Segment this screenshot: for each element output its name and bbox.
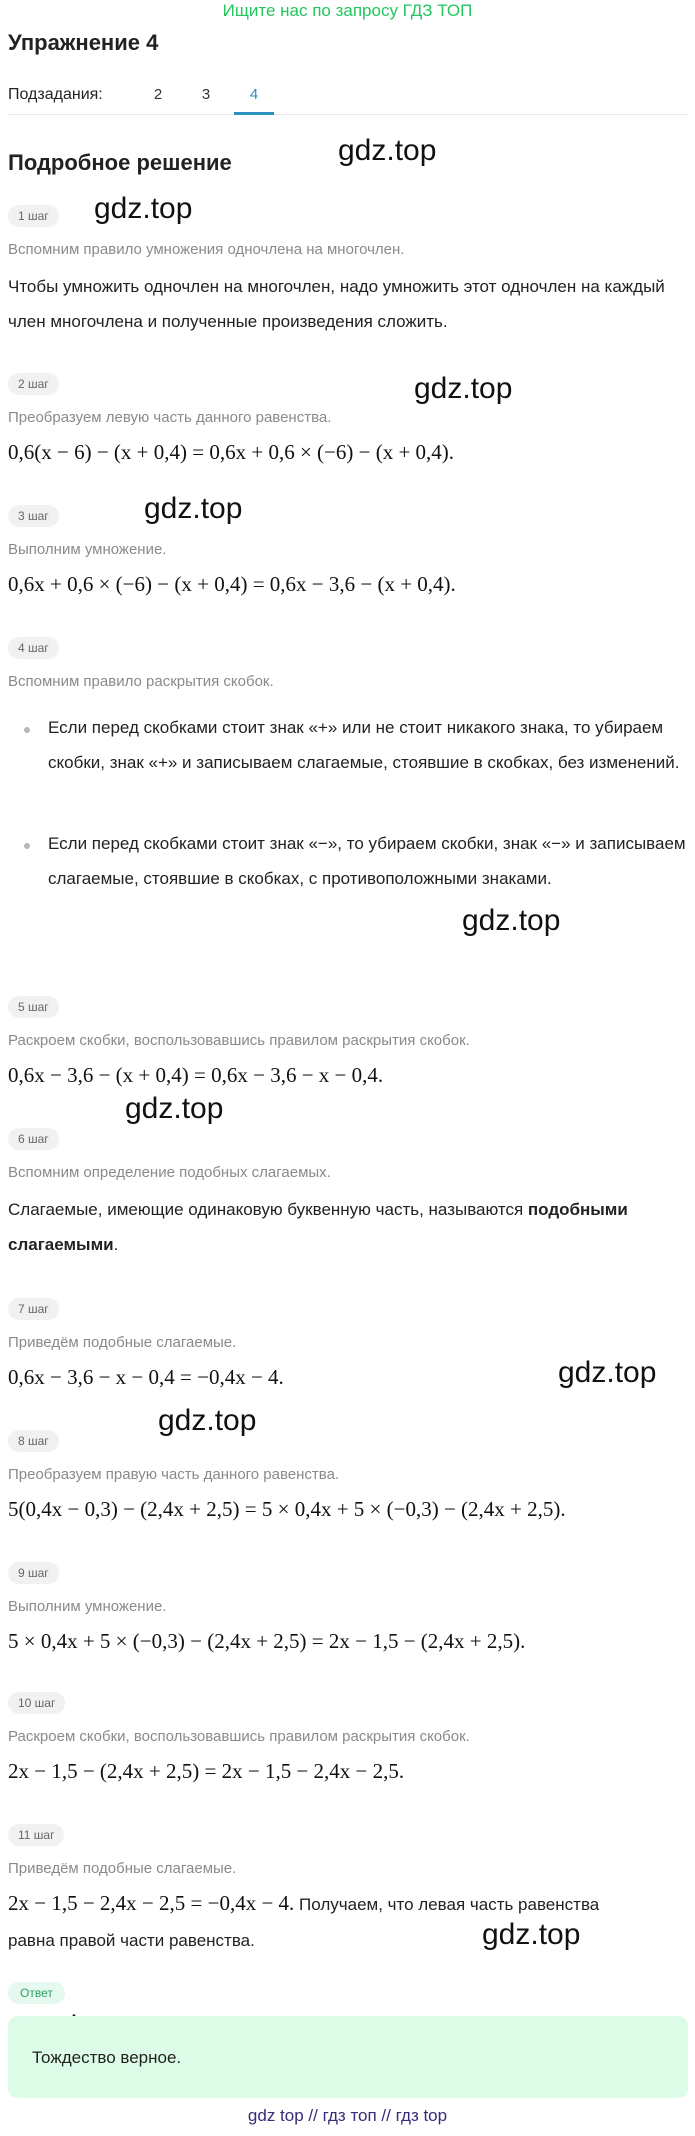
step-note: Преобразуем левую часть данного равенства. bbox=[8, 409, 332, 426]
step-note: Приведём подобные слагаемые. bbox=[8, 1334, 237, 1351]
step-formula: 0,6(x − 6) − (x + 0,4) = 0,6x + 0,6 × (−6) − (x + 0,4). bbox=[8, 440, 455, 464]
step-badge: 5 шаг bbox=[8, 996, 59, 1018]
step-badge: 8 шаг bbox=[8, 1430, 59, 1452]
step-formula: 5 × 0,4x + 5 × (−0,3) − (2,4x + 2,5) = 2x − 1,5 − (2,4x + 2,5). bbox=[8, 1629, 526, 1653]
step-formula bbox=[8, 1891, 599, 1916]
final-formula: 2x − 1,5 − 2,4x − 2,5 = −0,4x − 4. bbox=[8, 1891, 295, 1915]
conclusion-text-line2: равна правой части равенства. bbox=[8, 1931, 255, 1950]
step-note: Вспомним правило умножения одночлена на многочлен. bbox=[8, 241, 405, 258]
subtask-tab-2[interactable]: 2 bbox=[153, 86, 163, 103]
active-tab-indicator bbox=[234, 112, 274, 115]
step-badge: 4 шаг bbox=[8, 637, 59, 659]
step-formula: 0,6x − 3,6 − (x + 0,4) = 0,6x − 3,6 − x − 0,4. bbox=[8, 1063, 384, 1087]
answer-text: Тождество верное. bbox=[32, 2048, 182, 2067]
definition-end: . bbox=[113, 1235, 119, 1254]
step-badge: 11 шаг bbox=[8, 1824, 64, 1846]
rule-bullet: Если перед скобками стоит знак «+» или не стоит никакого знака, то убираем скобки, знак «+» и записываем слагаемые, стоявшие в скобках, без изменений. bbox=[48, 718, 680, 772]
watermark: gdz.top bbox=[125, 1092, 224, 1125]
step-note: Выполним умножение. bbox=[8, 1598, 167, 1615]
conclusion-text: Получаем, что левая часть равенства bbox=[294, 1895, 600, 1914]
step-formula: 2x − 1,5 − (2,4x + 2,5) = 2x − 1,5 − 2,4x − 2,5. bbox=[8, 1759, 405, 1783]
watermark: gdz.top bbox=[414, 372, 513, 405]
step-badge: 3 шаг bbox=[8, 505, 59, 527]
step-note: Раскроем скобки, воспользовавшись правилом раскрытия скобок. bbox=[8, 1032, 470, 1049]
step-note: Выполним умножение. bbox=[8, 541, 167, 558]
watermark: gdz.top bbox=[558, 1356, 657, 1389]
answer-box bbox=[8, 2016, 688, 2098]
step-badge: 7 шаг bbox=[8, 1298, 59, 1320]
step-text: Чтобы умножить одночлен на многочлен, надо умножить этот одночлен на каждый член многочлена и полученные произведения сложить. bbox=[8, 277, 665, 331]
footer-links[interactable]: gdz top // гдз топ // гдз top bbox=[247, 2106, 448, 2125]
subtasks-bar bbox=[8, 80, 688, 115]
watermark: gdz.top bbox=[144, 492, 243, 525]
rule-bullet: Если перед скобками стоит знак «−», то убираем скобки, знак «−» и записываем слагаемые, стоявшие в скобках, с противоположными знаками. bbox=[48, 834, 686, 888]
step-badge: 1 шаг bbox=[8, 205, 59, 227]
watermark: gdz.top bbox=[482, 1918, 581, 1951]
step-badge: 2 шаг bbox=[8, 373, 59, 395]
definition-text: Слагаемые, имеющие одинаковую буквенную часть, называются bbox=[8, 1200, 528, 1219]
bullet-marker bbox=[24, 843, 30, 849]
watermark: gdz.top bbox=[94, 192, 193, 225]
step-formula: 0,6x − 3,6 − x − 0,4 = −0,4x − 4. bbox=[8, 1365, 284, 1389]
subtask-tab-3[interactable]: 3 bbox=[201, 86, 211, 103]
step-formula: 0,6x + 0,6 × (−6) − (x + 0,4) = 0,6x − 3,6 − (x + 0,4). bbox=[8, 572, 456, 596]
step-text bbox=[8, 1192, 688, 1262]
page-title: Упражнение 4 bbox=[8, 30, 159, 55]
step-badge: 6 шаг bbox=[8, 1128, 59, 1150]
step-note: Вспомним правило раскрытия скобок. bbox=[8, 673, 274, 690]
section-title: Подробное решение bbox=[8, 150, 232, 175]
watermark: gdz.top bbox=[462, 904, 561, 937]
definition-term: подобными слагаемыми bbox=[8, 1200, 628, 1254]
step-badge: 9 шаг bbox=[8, 1562, 59, 1584]
watermark: gdz.top bbox=[338, 134, 437, 167]
step-note: Преобразуем правую часть данного равенства. bbox=[8, 1466, 340, 1483]
answer-badge: Ответ bbox=[8, 1982, 65, 2004]
search-banner: Ищите нас по запросу ГДЗ ТОП bbox=[222, 1, 473, 20]
bullet-marker bbox=[24, 727, 30, 733]
watermark: gdz.top bbox=[158, 1404, 257, 1437]
step-note: Раскроем скобки, воспользовавшись правилом раскрытия скобок. bbox=[8, 1728, 470, 1745]
subtasks-label: Подзадания: bbox=[8, 86, 103, 103]
step-formula: 5(0,4x − 0,3) − (2,4x + 2,5) = 5 × 0,4x + 5 × (−0,3) − (2,4x + 2,5). bbox=[8, 1497, 566, 1521]
step-badge: 10 шаг bbox=[8, 1692, 65, 1714]
step-note: Приведём подобные слагаемые. bbox=[8, 1860, 237, 1877]
subtask-tab-4[interactable]: 4 bbox=[249, 86, 259, 103]
step-note: Вспомним определение подобных слагаемых. bbox=[8, 1164, 331, 1181]
